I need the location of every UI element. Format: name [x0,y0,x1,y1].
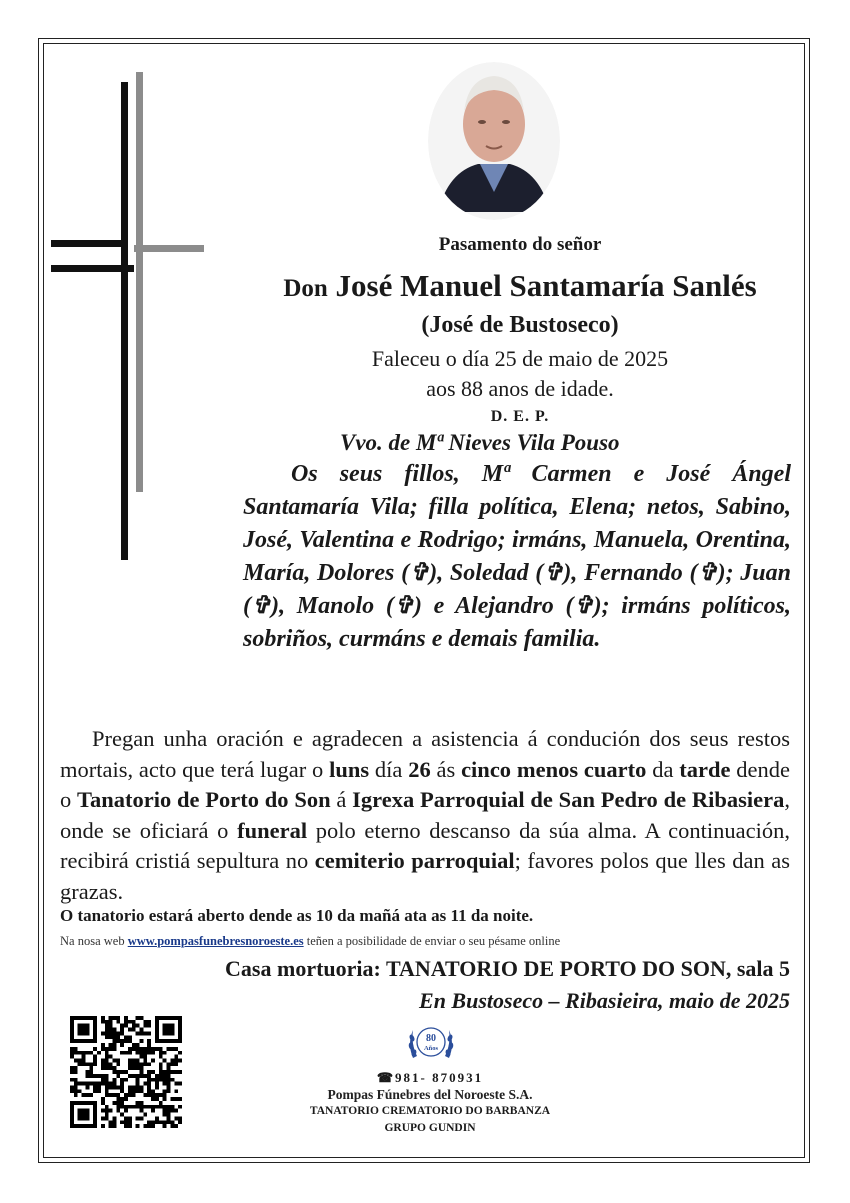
cross-horizontal [51,240,127,247]
rip-abbreviation: D. E. P. [490,408,550,425]
body-text-6: á [330,787,353,812]
body-text-7: , onde se oficiará o [60,787,790,843]
qr-code-icon[interactable] [70,1016,182,1128]
body-text-1: Pregan unha oración e agradecen a asistencia á condución dos seus restos mortais, acto que terá lugar o [60,726,790,782]
web-note-suffix: teñen a posibilidade de enviar o seu pésame online [303,934,561,948]
place-date-line: En Bustoseco – Ribasieira, maio de 2025 [419,988,790,1013]
qr-finder-pattern [163,1024,175,1036]
portrait-image [428,62,560,220]
body-bold-origin: Tanatorio de Porto do Son [77,787,331,812]
body-bold-time: cinco menos cuarto [461,756,647,782]
family-list: Os seus fillos, Mª Carmen e José Ángel Santamaría Vila; filla política, Elena; netos, Sabino, José, Valentina e Rodrigo; irmáns, Manuela, Orentina, María, Dolores (✞), Soledad (✞), Fernando (✞); Juan (✞), Manolo (✞) e Alejandro (✞); irmáns políticos, sobriños, curmáns e demais familia. [243,461,791,652]
body-bold-church: Igrexa Parroquial de San Pedro de Ribasiera [352,787,785,812]
badge-number: 80 [426,1033,436,1044]
body-text-4: da [646,756,680,782]
crematorium-name: TANATORIO CREMATORIO DO BARBANZA [309,1105,551,1117]
body-text-5: dende o [60,756,790,812]
notice-subtitle: Pasamento do señor [438,234,602,255]
web-condolence-note [60,934,790,949]
body-text-2: día [369,756,409,782]
deceased-portrait [428,62,560,220]
cross-shadow-vertical [136,72,143,492]
body-text-9: ; favores polos que lles dan as grazas. [60,848,790,904]
name-prefix: Don [283,275,328,302]
body-bold-period: tarde [679,756,731,782]
body-bold-date: 26 [408,756,431,782]
body-bold-cemetery: cemiterio parroquial [314,848,515,873]
body-text-3: ás [430,756,462,782]
cross-icon [48,70,208,570]
cross-vertical [121,82,128,560]
badge-word: Años [423,1045,439,1052]
qr-finder-pattern [78,1024,90,1036]
body-bold-day: luns [329,756,370,782]
age-line: aos 88 anos de idade. [426,376,614,401]
anniversary-80-badge [405,1018,457,1070]
name-text: José Manuel Santamaría Sanlés [335,268,757,303]
cross-horizontal-lower [51,265,134,272]
company-name: Pompas Fúnebres del Noroeste S.A. [327,1087,533,1102]
phone-number: ☎981- 870931 [376,1070,484,1085]
deceased-nickname: (José de Bustoseco) [421,312,619,338]
qr-finder-pattern [78,1109,90,1121]
body-text-8: polo eterno descanso da súa alma. A continuación, recibirá cristiá sepultura no [60,817,790,873]
death-date-line: Faleceu o día 25 de maio de 2025 [371,346,669,371]
funeral-home-line: Casa mortuoria: TANATORIO DE PORTO DO SON, sala 5 [225,956,790,981]
web-note-prefix: Na nosa web [60,934,128,948]
body-bold-funeral: funeral [237,817,308,843]
widow-line: Vvo. de Mª Nieves Vila Pouso [340,430,620,455]
website-link[interactable]: www.pompasfunebresnoroeste.es [127,934,304,948]
group-name: GRUPO GUNDIN [384,1122,476,1134]
ceremony-paragraph [60,724,790,907]
opening-hours-note: O tanatorio estará aberto dende as 10 da mañá ata as 11 da noite. [60,906,534,925]
cross-shadow-horizontal [134,245,204,252]
deceased-name [230,268,810,304]
